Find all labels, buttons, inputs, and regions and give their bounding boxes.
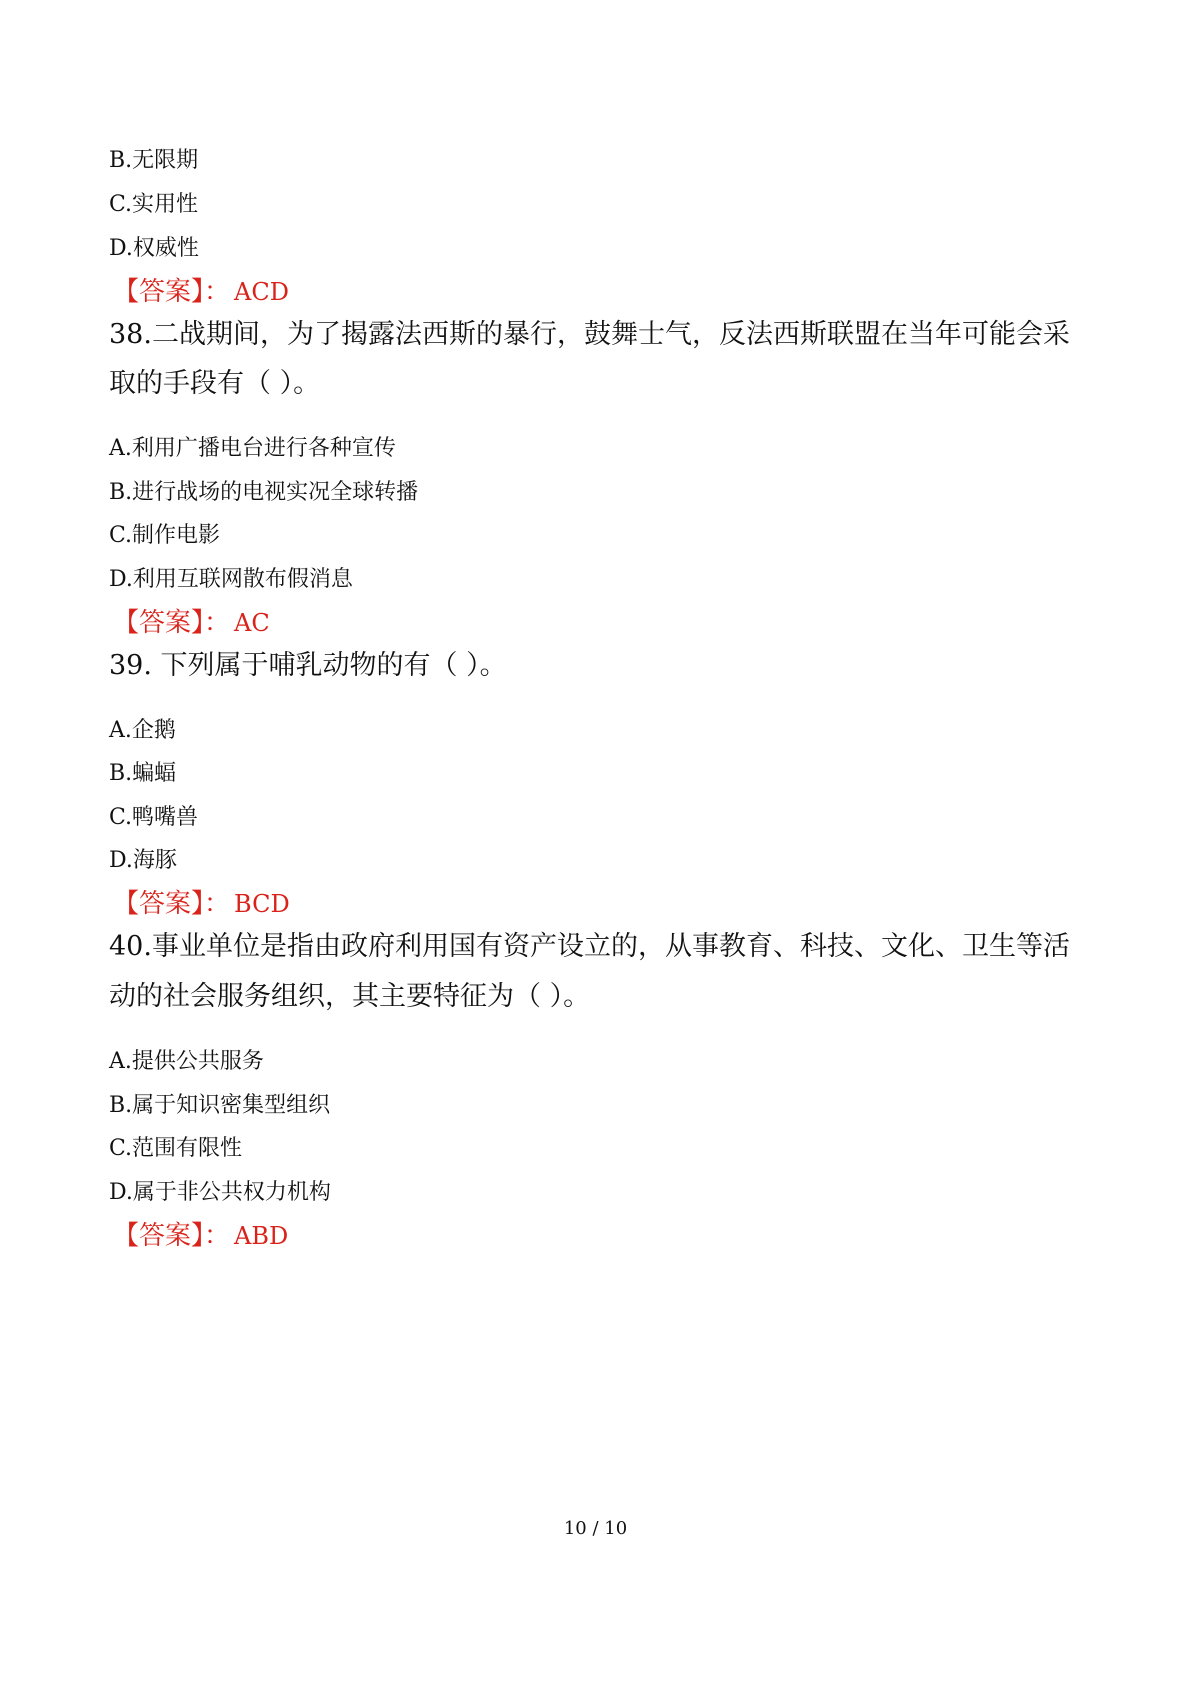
q37-option-c: C.实用性: [109, 192, 199, 217]
q39-question-line-1: 39. 下列属于哺乳动物的有（ ）。: [109, 650, 507, 681]
page-number: 10 / 10: [563, 1518, 628, 1539]
answer-label: 【答案】：: [113, 889, 231, 919]
q37-answer: [113, 276, 289, 308]
q40-option-a: A.提供公共服务: [109, 1049, 264, 1074]
q40-question-line-1: 40.事业单位是指由政府利用国有资产设立的，从事教育、科技、文化、卫生等活: [109, 931, 1070, 962]
answer-value: ACD: [234, 278, 289, 306]
q39-answer: [113, 888, 290, 920]
q39-option-b: B.蝙蝠: [109, 761, 177, 786]
q39-option-d: D.海豚: [109, 848, 177, 873]
q38-answer: [113, 607, 270, 639]
q38-option-d: D.利用互联网散布假消息: [109, 567, 353, 592]
q38-option-b: B.进行战场的电视实况全球转播: [109, 480, 419, 505]
answer-label: 【答案】：: [113, 277, 231, 307]
q38-question-line-1: 38.二战期间，为了揭露法西斯的暴行，鼓舞士气，反法西斯联盟在当年可能会采: [109, 319, 1070, 350]
q38-question-line-2: 取的手段有（ ）。: [109, 368, 321, 399]
q40-answer: [113, 1220, 288, 1252]
answer-value: BCD: [234, 890, 290, 918]
answer-label: 【答案】：: [113, 608, 231, 638]
q40-option-b: B.属于知识密集型组织: [109, 1093, 331, 1118]
q40-question-line-2: 动的社会服务组织，其主要特征为（ ）。: [109, 981, 591, 1012]
q39-option-c: C.鸭嘴兽: [109, 805, 199, 830]
answer-label: 【答案】：: [113, 1221, 231, 1251]
answer-value: AC: [234, 609, 270, 637]
q37-option-b: B.无限期: [109, 148, 199, 173]
q40-option-c: C.范围有限性: [109, 1136, 243, 1161]
q37-option-d: D.权威性: [109, 236, 199, 261]
q38-option-a: A.利用广播电台进行各种宣传: [109, 436, 396, 461]
answer-value: ABD: [234, 1222, 289, 1250]
q38-option-c: C.制作电影: [109, 523, 221, 548]
q39-option-a: A.企鹅: [109, 718, 176, 743]
q40-option-d: D.属于非公共权力机构: [109, 1180, 331, 1205]
